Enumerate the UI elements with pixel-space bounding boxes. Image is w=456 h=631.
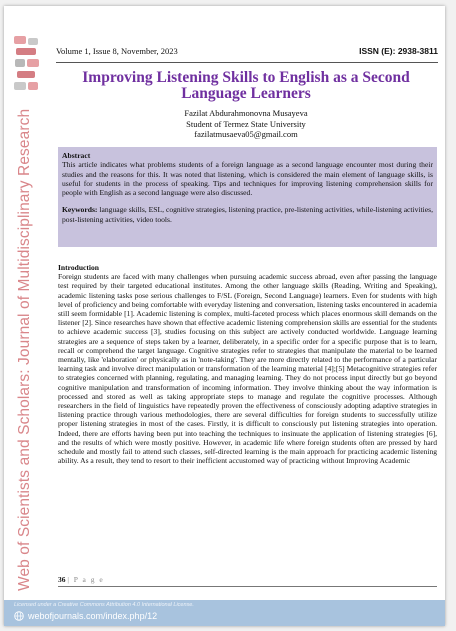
globe-icon xyxy=(14,611,24,621)
introduction-text: Foreign students are faced with many challenges when pursuing academic success abroad, even after passing the language test required by their targeted educational institutes. Among the other language skills (Reading, Writing and Speaking), academic listening tasks pose serious challenges to F/SL (Foreign, Second Language) learners. Even for students with high level of proficiency and being comfortable with everyday listening and conversation, listening tasks encountered in academia still seem formidable [1]. Academic listening is complex, multi-faceted process which places enormous skill demands on the listener [2]. Since researches have shown that effective academic listening comprehension skills are essential for the students to achieve academic success [3], studies focusing on this subject are actively conducted worldwide. Language learning strategies are a sequence of steps taken by a learner, deliberately, in a specific order for a specific purpose that is to learn, recall or comprehend the target language. Cognitive strategies refer to strategies that manipulate the material to be learned mentally, like 'elaboration' or physically as in 'note-taking'. They are more directly related to the performance of a particular learning task and involve direct manipulation or transformation of the learning material [4];[5] Metacognitive strategies refer to strategies concerned with planning, regulating, and managing learning. They do not process input directly but go beyond cognitive manipulation and transformation of incoming information. They involve thinking about the way information is processed and stored as well as taking appropriate steps to manage and regulate the cognitive processes. Although researchers in the field of linguistics have repeatedly proven the effectiveness of consciously adopting adaptive strategies in listening practice through various methodologies, there are several difficulties for foreign students to successfully utilize proper listening strategies in most of the cases. Firstly, it is difficult to consciously put listening strategies into operation. Indeed, there are efforts having been put into teaching the techniques to insinuate the application of listening strategies [6], and the results of which were mostly positive. However, in academic life where foreign students often are pressed by hard schedule and mostly fail to attend such classes, self-directed learning is the main approach for practicing academic listening ability. As a result, they tend to resort to their inefficient accustomed way of practicing without Improving Academic xyxy=(58,272,437,466)
introduction-section xyxy=(58,263,437,465)
footer-divider xyxy=(58,586,437,587)
issn-info: ISSN (E): 2938-3811 xyxy=(359,46,438,56)
license-text: Licensed under a Creative Commons Attribution 4.0 International License. xyxy=(14,602,194,608)
author-block xyxy=(56,108,436,140)
keywords-label: Keywords: xyxy=(62,205,98,215)
keywords-section xyxy=(62,205,433,224)
page-number-value: 36 xyxy=(58,575,66,584)
footer-bar xyxy=(4,600,445,626)
journal-url-link[interactable] xyxy=(14,611,157,621)
abstract-box xyxy=(58,147,437,247)
left-gutter xyxy=(4,6,50,600)
header-divider xyxy=(56,62,438,63)
issue-header xyxy=(56,46,438,60)
introduction-heading: Introduction xyxy=(58,263,99,272)
journal-vertical-title: Web of Scientists and Scholars: Journal of Multidisciplinary Research xyxy=(16,108,33,591)
keywords-text: language skills, ESL, cognitive strategies, listening practice, pre-listening activities, while-listening activities, post-listening activities, video tools. xyxy=(62,205,434,224)
journal-url[interactable]: webofjournals.com/index.php/12 xyxy=(28,611,158,621)
abstract-text: This article indicates what problems students of a foreign language as a second language encounter most during their studies and the reasons for this. It was noted that listening, which is considered the main element of language skills, is useful for students in the process of speaking. Tips and techniques for improving listening comprehension skills for people with English as a second language were also discussed. xyxy=(62,160,433,198)
author-affiliation: Student of Termez State University xyxy=(186,118,306,129)
journal-logo-icon xyxy=(12,34,42,96)
author-email[interactable]: fazilatmusaeva05@gmail.com xyxy=(194,129,298,139)
article-title: Improving Listening Skills to English as a Second Language Learners xyxy=(82,69,410,102)
page-number xyxy=(58,575,104,584)
abstract-label: Abstract xyxy=(62,151,91,160)
page-label: | P a g e xyxy=(67,575,105,584)
journal-page xyxy=(4,6,445,626)
volume-info: Volume 1, Issue 8, November, 2023 xyxy=(56,46,178,56)
author-name: Fazilat Abdurahmonovna Musayeva xyxy=(184,108,308,118)
